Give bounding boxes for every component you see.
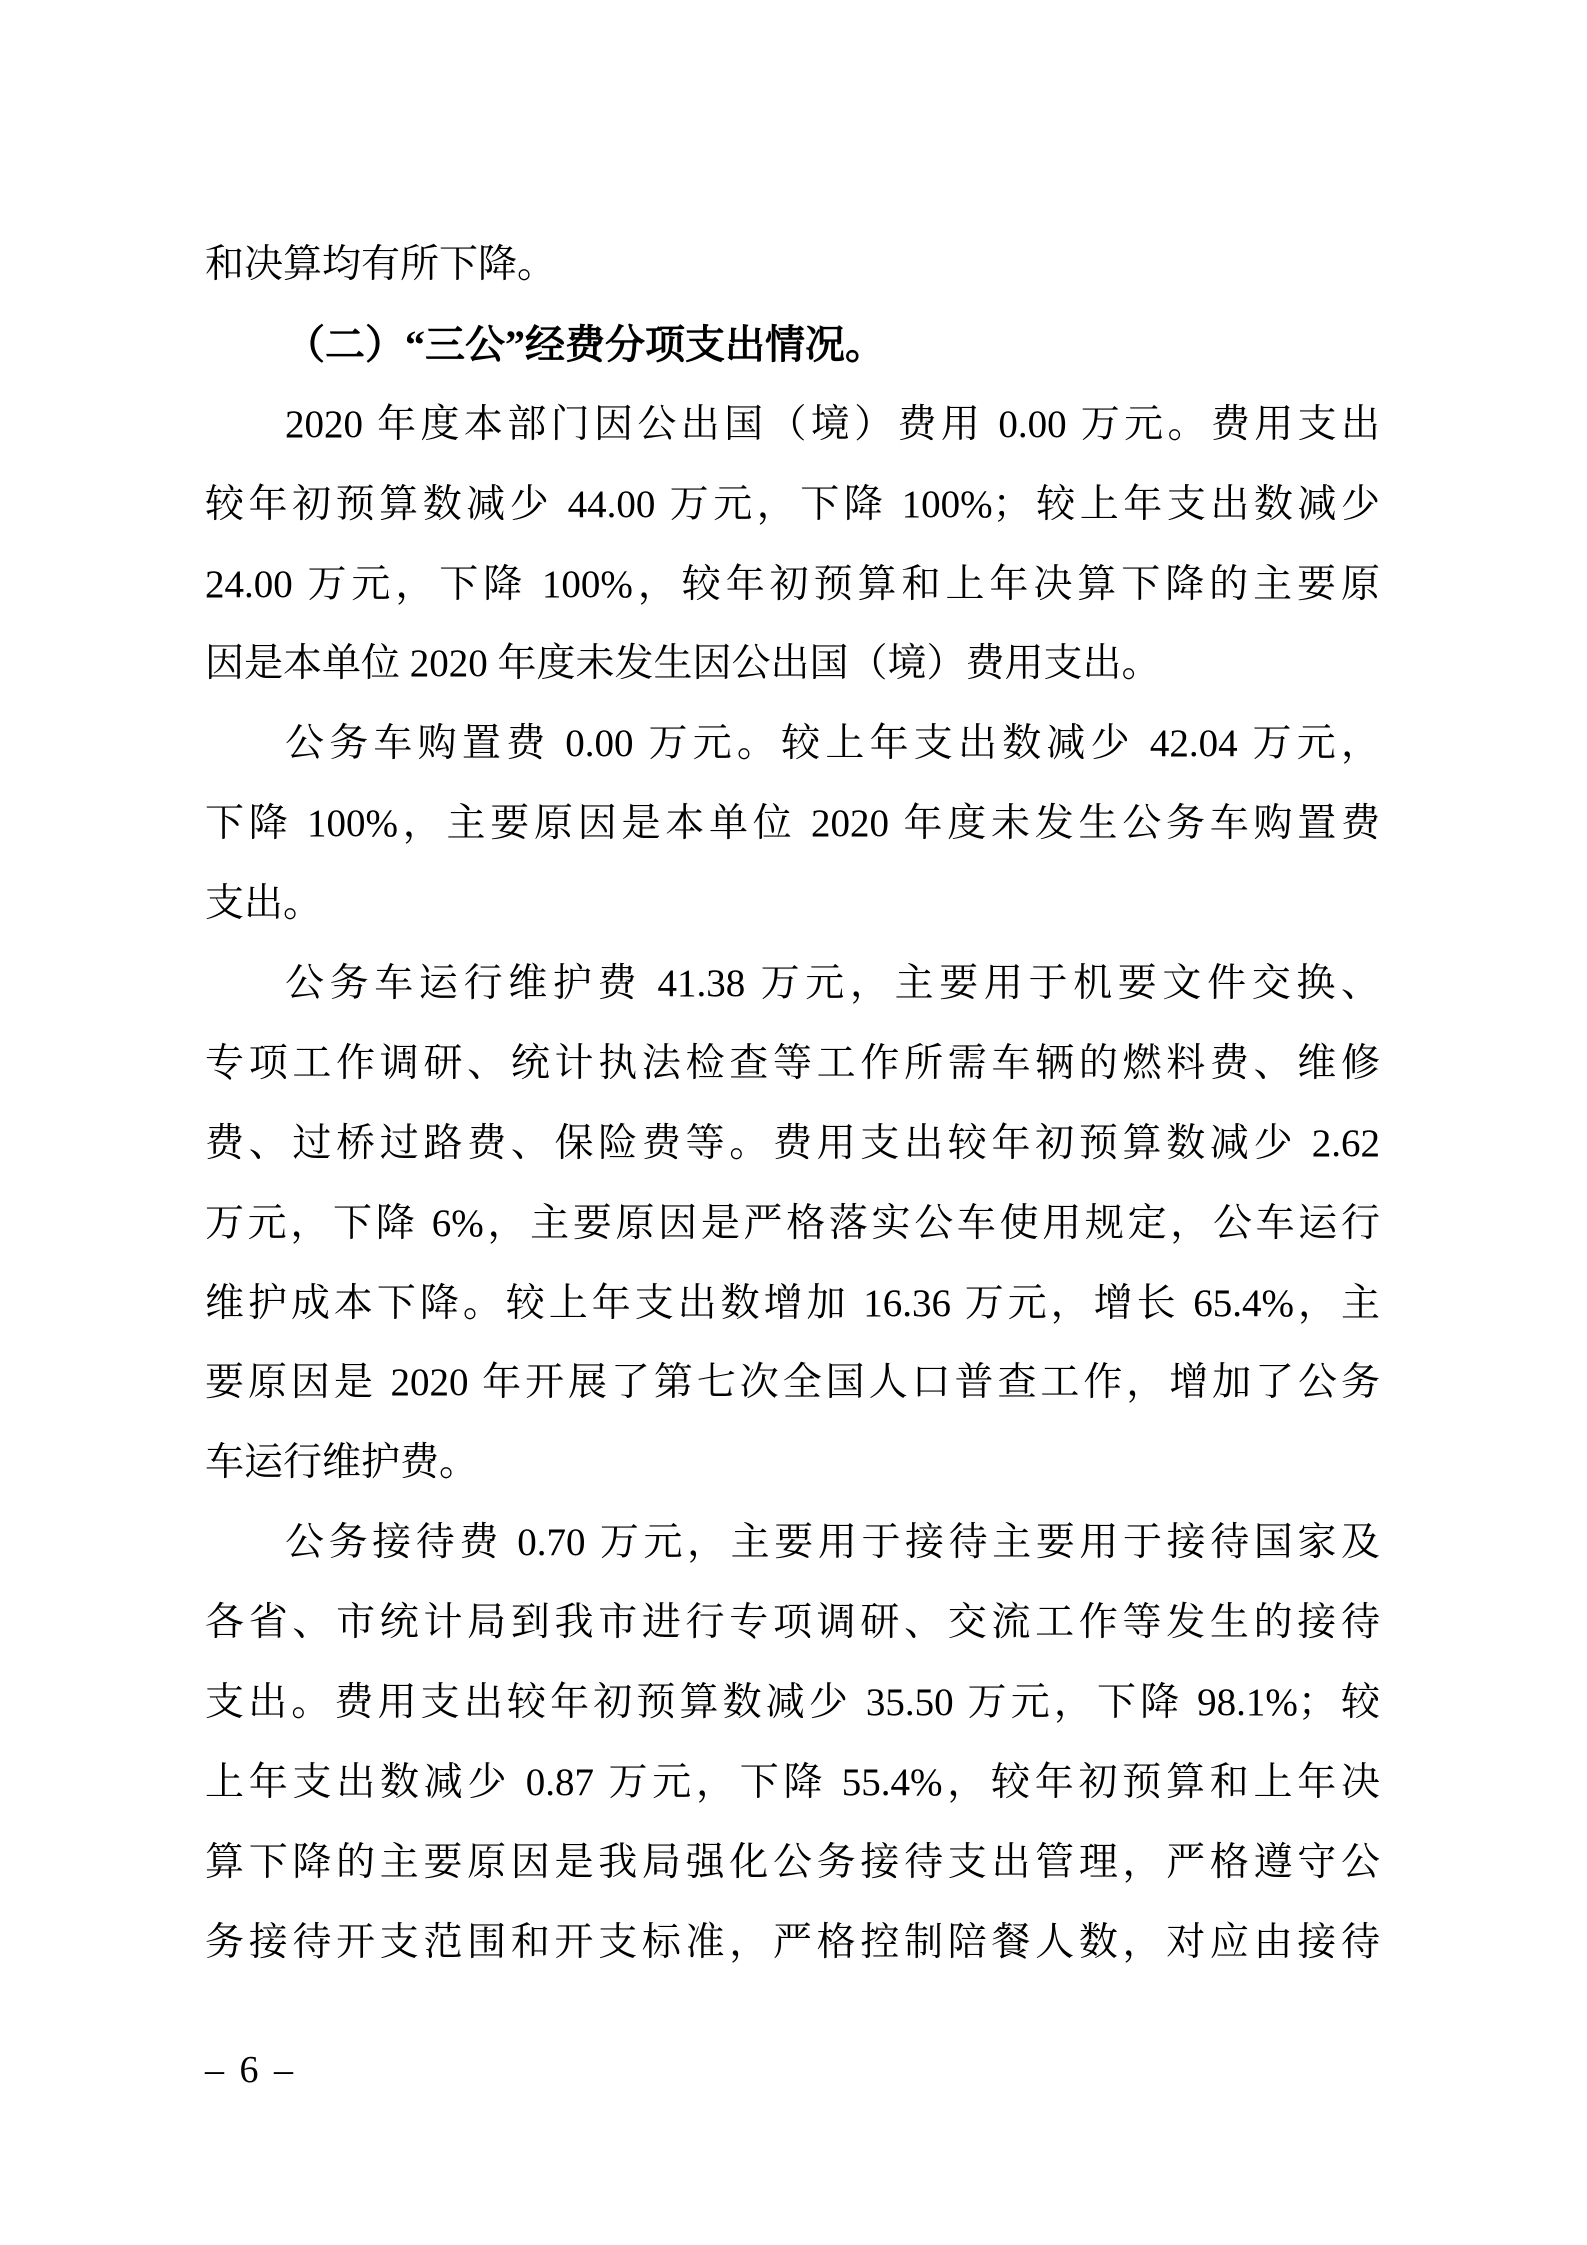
text-line: 较年初预算数减少 44.00 万元，下降 100%；较上年支出数减少 (205, 482, 1380, 526)
text-line: 因是本单位 2020 年度未发生因公出国（境）费用支出。 (205, 642, 1161, 686)
text-line: 各省、市统计局到我市进行专项调研、交流工作等发生的接待 (205, 1601, 1380, 1645)
text-line: 24.00 万元，下降 100%，较年初预算和上年决算下降的主要原 (205, 562, 1380, 606)
text-line: 要原因是 2020 年开展了第七次全国人口普查工作，增加了公务 (205, 1361, 1380, 1405)
text-line: 维护成本下降。较上年支出数增加 16.36 万元，增长 65.4%，主 (205, 1281, 1380, 1325)
text-line: 车运行维护费。 (205, 1441, 479, 1485)
text-line: 专项工作调研、统计执法检查等工作所需车辆的燃料费、维修 (205, 1041, 1380, 1085)
text-line: 万元，下降 6%，主要原因是严格落实公车使用规定，公车运行 (205, 1201, 1380, 1245)
text-line: 支出。 (205, 882, 323, 926)
text-line: 2020 年度本部门因公出国（境）费用 0.00 万元。费用支出 (285, 402, 1380, 446)
text-line: 支出。费用支出较年初预算数减少 35.50 万元，下降 98.1%；较 (205, 1681, 1380, 1725)
text-line: 公务车购置费 0.00 万元。较上年支出数减少 42.04 万元， (285, 722, 1380, 766)
text-line: 下降 100%，主要原因是本单位 2020 年度未发生公务车购置费 (205, 802, 1380, 846)
text-line: 费、过桥过路费、保险费等。费用支出较年初预算数减少 2.62 (205, 1121, 1380, 1165)
document-body (205, 225, 1380, 1983)
text-line: 公务车运行维护费 41.38 万元，主要用于机要文件交换、 (285, 962, 1380, 1006)
text-line: 和决算均有所下降。 (205, 243, 557, 286)
text-line: 算下降的主要原因是我局强化公务接待支出管理，严格遵守公 (205, 1840, 1380, 1884)
text-line: 公务接待费 0.70 万元，主要用于接待主要用于接待国家及 (285, 1521, 1380, 1565)
section-heading: （二）“三公”经费分项支出情况。 (285, 321, 885, 367)
text-line: 务接待开支范围和开支标准，严格控制陪餐人数，对应由接待 (205, 1920, 1380, 1964)
page-number: – 6 – (205, 2049, 296, 2091)
text-line: 上年支出数减少 0.87 万元，下降 55.4%，较年初预算和上年决 (205, 1760, 1380, 1804)
